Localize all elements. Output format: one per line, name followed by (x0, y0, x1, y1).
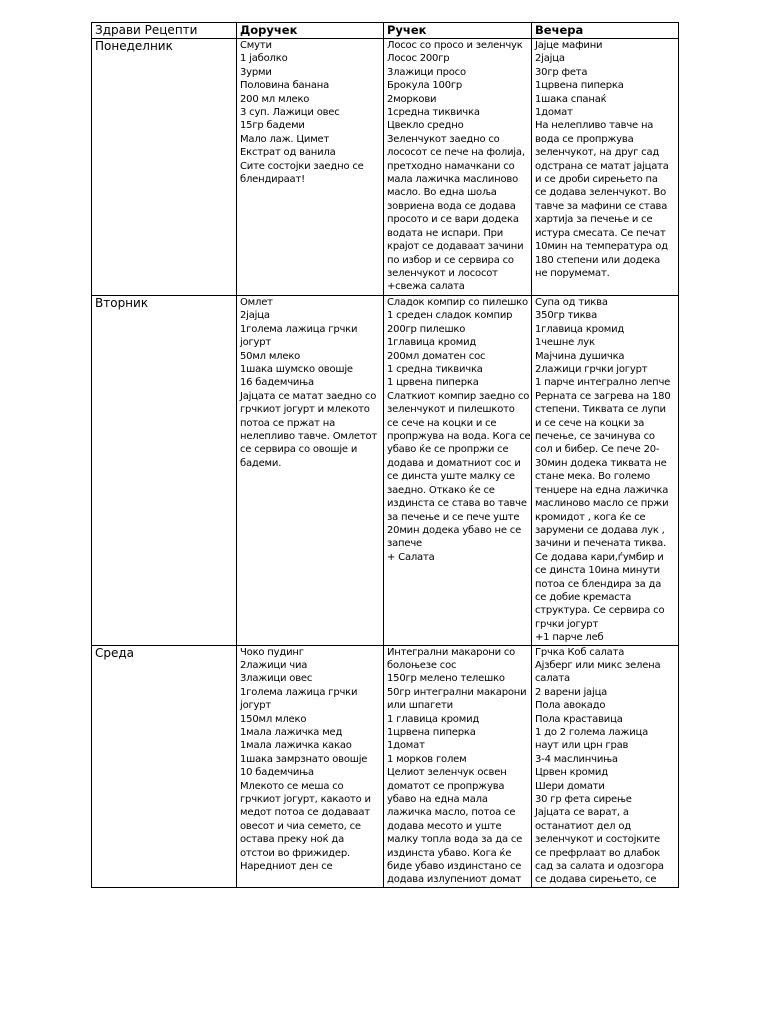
cell-text-line: +свежа салата (387, 281, 465, 293)
cell-text-line: Мајчина душичка (535, 350, 625, 362)
cell-text-line: издинста убаво. Кога ќе (387, 847, 512, 859)
cell-text-line: 20мин додека убаво не се (387, 524, 522, 536)
cell-text-line: масло. Во една шоља (387, 187, 497, 199)
cell-text-line: јогурт (240, 337, 272, 349)
cell-text-line: сол и бибер. Се пече 20- (535, 444, 660, 456)
cell-text-line: 2јајца (240, 310, 270, 322)
cell-text-line: водата не испари. При (387, 227, 504, 239)
cell-text-line: болоњезе сос (387, 659, 457, 671)
cell-text-line: Екстрат од ванила (240, 147, 336, 159)
dinner-cell (532, 39, 679, 296)
cell-text-line: тенџере на една лажичка (535, 484, 669, 496)
cell-text-line: остава преку ноќ да (240, 834, 345, 846)
cell-text-line: 1голема лажица грчки (240, 686, 358, 698)
header-row (92, 23, 679, 39)
cell-text-line: Половина банана (240, 80, 330, 92)
cell-text-line: Јајце мафини (535, 40, 603, 51)
cell-text-line: 350гр тиква (535, 310, 598, 322)
cell-text-line: 15гр бадеми (240, 120, 305, 132)
cell-text-line: 1 парче интегрално лепче (535, 377, 671, 389)
cell-text-line: за печење и се пече уште (387, 511, 520, 523)
cell-text-line: Пола краставица (535, 713, 623, 725)
cell-text-line: 1црвена пиперка (387, 727, 476, 738)
cell-text-line: хартија за печење и се (535, 214, 653, 226)
cell-text-line: одстрана се матат јајцата (535, 160, 669, 172)
cell-text-line: Зеленчукот заедно со (387, 133, 500, 145)
cell-text-line: лососот се пече на фолија, (387, 147, 525, 159)
cell-text-line: Сите состојки заедно се (240, 160, 364, 172)
cell-text-line: салата (535, 673, 570, 685)
cell-text-line: овесот и чиа семето, се (240, 820, 361, 832)
table-row (92, 645, 679, 887)
cell-text-line: Ајзберг или микс зелена (535, 659, 661, 671)
lunch-header: Ручек (384, 23, 532, 39)
cell-text-line: 1шака замрзнато овошје (240, 753, 368, 765)
cell-text-line: 30мин додека тиквата не (535, 457, 667, 469)
cell-text-line: лажичка масло, потоа се (387, 807, 516, 819)
cell-text-line: 30гр фета (535, 66, 588, 78)
cell-text-line: 3-4 маслинчиња (535, 753, 618, 765)
cell-text-line: не порумемат. (535, 267, 610, 279)
cell-text-line: 1 средна тиквичка (387, 364, 483, 376)
cell-text-line: се динста уште малку се (387, 471, 515, 483)
cell-text-line: Пола авокадо (535, 700, 606, 712)
table-title-header: Здрави Рецепти (92, 23, 237, 39)
cell-text-line: зеленчукот и состојките (535, 834, 660, 846)
cell-text-line: 2моркови (387, 93, 437, 105)
cell-text-line: тавче за мафини се става (535, 200, 668, 212)
cell-text-line: се динста 10ина минути (535, 565, 660, 577)
cell-text-line: 1шака спанаќ (535, 93, 607, 105)
cell-text-line: 1шака шумско овошје (240, 364, 353, 376)
cell-text-line: 1главица кромид (535, 323, 625, 335)
lunch-cell (384, 39, 532, 296)
day-label: Среда (92, 645, 237, 887)
cell-text-line: потоа се пржат на (240, 417, 336, 429)
cell-text-line: 2лажици чиа (240, 659, 308, 671)
cell-text-line: се додава сирењето, се (535, 874, 657, 886)
cell-text-line: Интегрални макарони со (387, 646, 516, 658)
day-label: Вторник (92, 296, 237, 646)
cell-text-line: 3лажици просо (387, 66, 466, 78)
cell-text-line: бадеми. (240, 457, 282, 469)
cell-text-line: 1главица кромид (387, 337, 477, 349)
cell-text-line: Наредниот ден се (240, 861, 333, 873)
cell-text-line: потоа се блендира за да (535, 578, 662, 590)
cell-text-line: Се додава кари,ѓумбир и (535, 551, 664, 563)
cell-text-line: нелепливо тавче. Омлетот (240, 431, 378, 443)
breakfast-cell (237, 296, 384, 646)
cell-text-line: јогурт (240, 700, 272, 712)
cell-text-line: додава месото и уште (387, 820, 502, 832)
cell-text-line: заедно. Откако ќе се (387, 484, 495, 496)
cell-text-line: 1 до 2 голема лажица (535, 727, 649, 738)
cell-text-line: Лосос 200гр (387, 53, 450, 65)
cell-text-line: грчкиот јогурт и млекото (240, 404, 370, 416)
cell-text-line: 150мл млеко (240, 713, 307, 725)
cell-text-line: малку топла вода за да се (387, 834, 523, 846)
cell-text-line: Црвен кромид (535, 767, 608, 779)
cell-text-line: додава излупениот домат (387, 874, 522, 886)
cell-text-line: мала лажичка маслиново (387, 174, 518, 186)
cell-text-line: се додава зеленчукот. Во (535, 187, 667, 199)
cell-text-line: Рерната се загрева на 180 (535, 390, 671, 402)
cell-text-line: 1домат (387, 740, 425, 752)
cell-text-line: Сладок компир со пилешко (387, 297, 528, 308)
cell-text-line: кромидот , кога ќе се (535, 511, 646, 523)
cell-text-line: запече (387, 538, 422, 550)
cell-text-line: сад за салата и одозгора (535, 861, 664, 873)
dinner-header: Вечера (532, 23, 679, 39)
cell-text-line: истура смесата. Се печат (535, 227, 666, 239)
cell-text-line: останатиот дел од (535, 820, 631, 832)
cell-text-line: се сервира со овошје и (240, 444, 358, 456)
cell-text-line: 1 јаболко (240, 53, 288, 65)
cell-text-line: Јајцата се матат заедно со (240, 390, 377, 402)
cell-text-line: Јајцата се варат, а (535, 807, 629, 819)
cell-text-line: 10 бадемчиња (240, 767, 314, 779)
cell-text-line: зеленчукот, на друг сад (535, 147, 660, 159)
cell-text-line: се префрлаат во длабок (535, 847, 660, 859)
table-row (92, 39, 679, 296)
cell-text-line: 1чешне лук (535, 337, 595, 349)
cell-text-line: Чоко пудинг (240, 646, 304, 658)
cell-text-line: 16 бадемчиња (240, 377, 314, 389)
cell-text-line: Лосос со просо и зеленчук (387, 40, 523, 51)
cell-text-line: 1мала лажичка какао (240, 740, 352, 752)
cell-text-line: 2 варени јајца (535, 686, 608, 698)
cell-text-line: зачини и печената тиква. (535, 538, 667, 550)
cell-text-line: 1 главица кромид (387, 713, 480, 725)
cell-text-line: Супа од тиква (535, 297, 608, 308)
cell-text-line: 1 морков голем (387, 753, 467, 765)
dinner-cell (532, 645, 679, 887)
cell-text-line: Смути (240, 40, 272, 51)
cell-text-line: грчки јогурт (535, 618, 599, 630)
cell-text-line: се добие кремаста (535, 591, 632, 603)
cell-text-line: 200мл доматен сос (387, 350, 486, 362)
meal-plan-table (91, 22, 679, 888)
cell-text-line: зеленчукот и пилешкото (387, 404, 515, 416)
cell-text-line: убаво на една мала (387, 794, 488, 806)
dinner-cell (532, 296, 679, 646)
breakfast-cell (237, 39, 384, 296)
cell-text-line: доматот се пропржува (387, 780, 505, 792)
cell-text-line: стане мека. Во големо (535, 471, 651, 483)
cell-text-line: крајот се додаваат зачини (387, 241, 524, 253)
lunch-cell (384, 296, 532, 646)
cell-text-line: отстои во фрижидер. (240, 847, 350, 859)
cell-text-line: издинста се става во тавче (387, 498, 527, 510)
cell-text-line: медот потоа се додаваат (240, 807, 370, 819)
breakfast-cell (237, 645, 384, 887)
cell-text-line: 2јајца (535, 53, 565, 65)
cell-text-line: печење, се зачинува со (535, 431, 655, 443)
cell-text-line: Омлет (240, 297, 273, 308)
cell-text-line: 1голема лажица грчки (240, 323, 358, 335)
day-label: Понеделник (92, 39, 237, 296)
cell-text-line: се сече на коцки и се (387, 417, 497, 429)
cell-text-line: и се дроби сирењето па (535, 174, 658, 186)
cell-text-line: На нелепливо тавче на (535, 120, 654, 132)
breakfast-header: Доручек (237, 23, 384, 39)
cell-text-line: 1мала лажичка мед (240, 727, 343, 738)
cell-text-line: 50мл млеко (240, 350, 301, 362)
cell-text-line: +1 парче леб (535, 632, 604, 644)
cell-text-line: маслиново масло се пржи (535, 498, 669, 510)
cell-text-line: зарумени се додава лук , (535, 524, 665, 536)
cell-text-line: 50гр интегрални макарони (387, 686, 527, 698)
cell-text-line: Целиот зеленчук освен (387, 767, 507, 779)
table-row (92, 296, 679, 646)
cell-text-line: структура. Се сервира со (535, 605, 665, 617)
lunch-cell (384, 645, 532, 887)
cell-text-line: просото и се вари додека (387, 214, 519, 226)
cell-text-line: 200 мл млеко (240, 93, 310, 105)
cell-text-line: 3лажици овес (240, 673, 313, 685)
cell-text-line: 2лажици грчки јогурт (535, 364, 648, 376)
cell-text-line: додава и доматниот сос и (387, 457, 521, 469)
cell-text-line: 1 среден сладок компир (387, 310, 513, 322)
cell-text-line: 3 суп. Лажици овес (240, 107, 340, 119)
cell-text-line: Слаткиот компир заедно со (387, 390, 530, 402)
cell-text-line: или шпагети (387, 700, 453, 712)
cell-text-line: зовриена вода се додава (387, 200, 516, 212)
cell-text-line: 150гр мелено телешко (387, 673, 505, 685)
cell-text-line: и се сече на коцки за (535, 417, 645, 429)
cell-text-line: 200гр пилешко (387, 323, 466, 335)
cell-text-line: по избор и се сервира со (387, 254, 514, 266)
cell-text-line: Мало лаж. Цимет (240, 133, 330, 145)
cell-text-line: наут или црн грав (535, 740, 629, 752)
cell-text-line: 1домат (535, 107, 573, 119)
cell-text-line: пропржува на вода. Кога се (387, 431, 531, 443)
cell-text-line: 3урми (240, 66, 272, 78)
cell-text-line: 1средна тиквичка (387, 107, 480, 119)
cell-text-line: 10мин на температура од (535, 241, 668, 253)
cell-text-line: 180 степени или додека (535, 254, 661, 266)
cell-text-line: Грчка Коб салата (535, 646, 625, 658)
cell-text-line: Цвекло средно (387, 120, 464, 132)
cell-text-line: зеленчукот и лососот (387, 267, 498, 279)
cell-text-line: степени. Тиквата се лупи (535, 404, 666, 416)
cell-text-line: Брокула 100гр (387, 80, 463, 92)
cell-text-line: 1црвена пиперка (535, 80, 624, 92)
cell-text-line: 1 црвена пиперка (387, 377, 479, 389)
cell-text-line: убаво ќе се пропржи се (387, 444, 509, 456)
cell-text-line: Млекото се меша со (240, 780, 344, 792)
cell-text-line: биде убаво издинстано се (387, 861, 522, 873)
cell-text-line: вода се пропржува (535, 133, 634, 145)
cell-text-line: блендираат! (240, 174, 305, 186)
cell-text-line: Шери домати (535, 780, 605, 792)
cell-text-line: претходно намачкани со (387, 160, 515, 172)
cell-text-line: + Салата (387, 551, 435, 563)
cell-text-line: грчкиот јогурт, какаото и (240, 794, 371, 806)
cell-text-line: 30 гр фета сирење (535, 794, 632, 806)
